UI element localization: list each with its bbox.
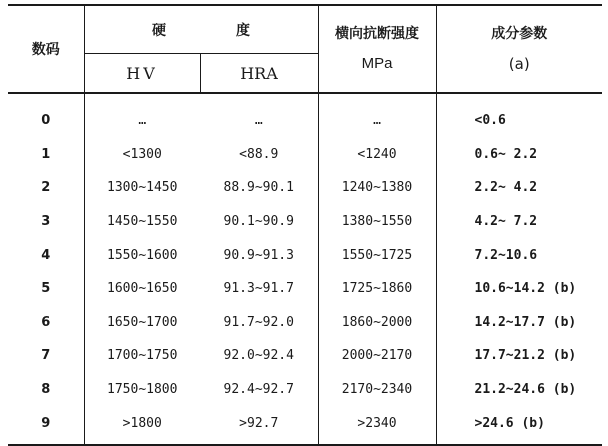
table-row xyxy=(8,272,602,306)
grade-code-cell: 5 xyxy=(8,272,84,306)
hra-cell: >92.7 xyxy=(239,415,279,431)
hardness-group-header xyxy=(84,5,318,54)
composition-cell: 7.2~10.6 xyxy=(474,247,538,263)
composition-cell: 4.2~ 7.2 xyxy=(474,214,538,230)
table-row xyxy=(8,138,602,172)
hra-cell: <88.9 xyxy=(239,146,279,162)
trs-cell: 2170~2340 xyxy=(318,373,436,407)
table-row xyxy=(8,339,602,373)
table-row xyxy=(8,306,602,340)
trs-unit-label: MPa xyxy=(361,55,393,72)
trs-cell: 1380~1550 xyxy=(318,205,436,239)
hv-cell: 1600~1650 xyxy=(107,281,178,297)
hv-cell: … xyxy=(138,113,147,129)
trs-label: 横向抗断强度 xyxy=(335,26,419,42)
table-body xyxy=(8,93,602,445)
hardness-label-part1: 硬 xyxy=(152,22,166,39)
composition-cell: 14.2~17.7 (b) xyxy=(474,314,577,330)
table-header xyxy=(8,5,602,93)
table-row xyxy=(8,406,602,445)
hv-cell: 1450~1550 xyxy=(107,214,178,230)
table-row xyxy=(8,373,602,407)
grade-code-cell: 2 xyxy=(8,171,84,205)
code-column-header: 数码 xyxy=(8,5,84,93)
hra-cell: 91.7~92.0 xyxy=(223,314,294,330)
hra-cell: 88.9~90.1 xyxy=(223,180,294,196)
trs-cell: <1240 xyxy=(318,138,436,172)
hra-cell: … xyxy=(254,113,263,129)
table-row xyxy=(8,238,602,272)
hv-cell: 1700~1750 xyxy=(107,348,178,364)
grade-code-cell: 7 xyxy=(8,339,84,373)
composition-cell: 17.7~21.2 (b) xyxy=(474,348,577,364)
grade-code-cell: 8 xyxy=(8,373,84,407)
composition-note-label: (a) xyxy=(508,55,530,73)
composition-column-header xyxy=(436,5,602,93)
trs-cell: 1550~1725 xyxy=(318,238,436,272)
hv-cell: >1800 xyxy=(122,415,162,431)
composition-cell: 2.2~ 4.2 xyxy=(474,180,538,196)
hv-cell: <1300 xyxy=(122,146,162,162)
trs-column-header xyxy=(318,5,436,93)
grade-code-cell: 4 xyxy=(8,238,84,272)
trs-cell: 2000~2170 xyxy=(318,339,436,373)
hv-cell: 1650~1700 xyxy=(107,314,178,330)
hv-column-header: HV xyxy=(84,54,200,94)
hv-cell: 1550~1600 xyxy=(107,247,178,263)
grade-code-cell: 3 xyxy=(8,205,84,239)
hra-cell: 92.0~92.4 xyxy=(223,348,294,364)
composition-label: 成分参数 xyxy=(491,26,548,42)
hv-cell: 1300~1450 xyxy=(107,180,178,196)
composition-cell: <0.6 xyxy=(474,113,506,129)
composition-cell: >24.6 (b) xyxy=(474,415,545,431)
hra-cell: 90.1~90.9 xyxy=(223,214,294,230)
table-row xyxy=(8,171,602,205)
grade-code-cell: 9 xyxy=(8,406,84,445)
hv-cell: 1750~1800 xyxy=(107,382,178,398)
hra-cell: 92.4~92.7 xyxy=(223,382,294,398)
composition-cell: 10.6~14.2 (b) xyxy=(474,281,577,297)
hra-column-header: HRA xyxy=(200,54,318,94)
trs-cell: 1725~1860 xyxy=(318,272,436,306)
trs-cell: … xyxy=(318,93,436,138)
table-row xyxy=(8,93,602,138)
grade-code-cell: 1 xyxy=(8,138,84,172)
hra-cell: 90.9~91.3 xyxy=(223,247,294,263)
composition-cell: 21.2~24.6 (b) xyxy=(474,382,577,398)
table-row xyxy=(8,205,602,239)
trs-cell: 1240~1380 xyxy=(318,171,436,205)
hra-cell: 91.3~91.7 xyxy=(223,281,294,297)
trs-cell: >2340 xyxy=(318,406,436,445)
grade-code-cell: 0 xyxy=(8,93,84,138)
grade-code-cell: 6 xyxy=(8,306,84,340)
composition-cell: 0.6~ 2.2 xyxy=(474,146,538,162)
hardness-label-part2: 度 xyxy=(236,22,250,39)
hardmetal-grade-table xyxy=(8,4,602,446)
trs-cell: 1860~2000 xyxy=(318,306,436,340)
